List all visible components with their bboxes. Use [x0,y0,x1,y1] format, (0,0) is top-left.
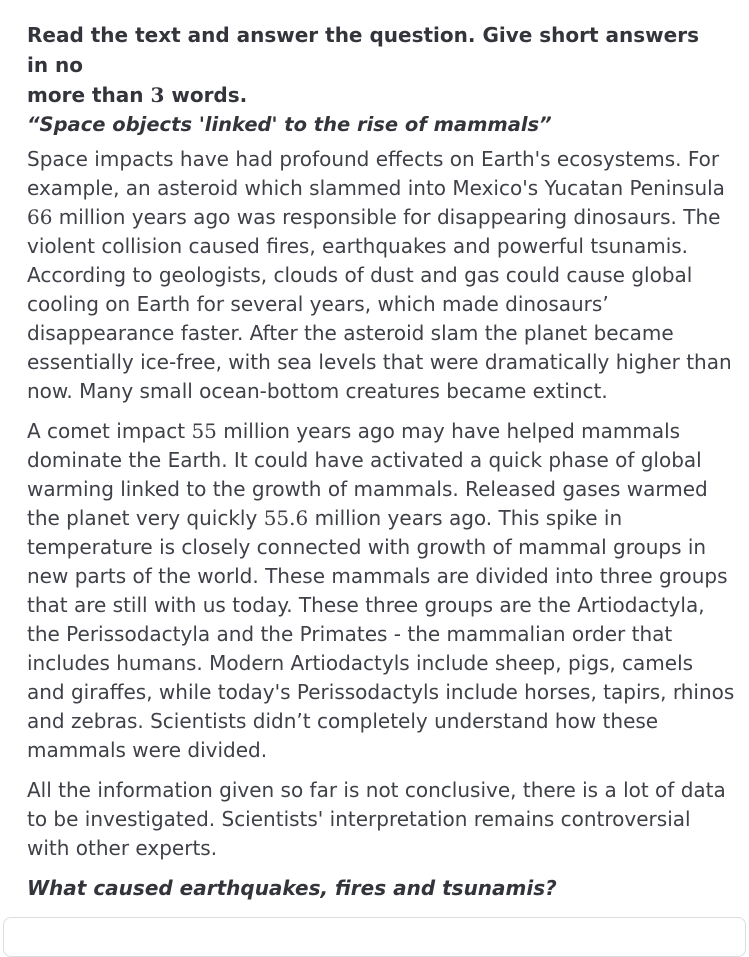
p3-line: to be investigated. Scientists' interpretation remains controversial [27,807,691,831]
p2-line-pre: the planet very quickly [27,506,264,530]
instructions-line-2-post: words. [164,83,248,107]
p2-line [27,504,727,533]
p2-line: warming linked to the growth of mammals. Released gases warmed [27,477,708,501]
p1-line: cooling on Earth for several years, which made dinosaurs’ [27,292,609,316]
p3-line: with other experts. [27,836,218,860]
p2-line-pre: A comet impact [27,419,192,443]
p1-line [27,203,727,232]
p2-line: dominate the Earth. It could have activated a quick phase of global [27,448,702,472]
p2-line: new parts of the world. These mammals are divided into three groups [27,564,728,588]
text-title: “Space objects 'linked' to the rise of mammals” [27,113,552,136]
paragraph-2 [27,417,735,765]
year-number: 55.6 [263,506,309,530]
paragraph-1 [27,145,732,406]
p1-line: essentially ice-free, with sea levels that were dramatically higher than [27,350,732,374]
year-number: 66 [27,205,53,229]
word-limit-number: 3 [150,83,165,107]
reading-task [27,20,735,902]
paragraph-3 [27,776,727,863]
p2-line-post: million years ago. This spike in [308,506,623,530]
p2-line: and zebras. Scientists didn’t completely understand how these [27,709,659,733]
p2-line: temperature is closely connected with growth of mammal groups in [27,535,707,559]
p1-line: example, an asteroid which slammed into Mexico's Yucatan Peninsula [27,176,725,200]
task-instructions [27,20,727,110]
p2-line: that are still with us today. These three groups are the Artiodactyla, [27,593,705,617]
p1-line: violent collision caused fires, earthquakes and powerful tsunamis. [27,234,689,258]
p2-line: includes humans. Modern Artiodactyls include sheep, pigs, camels [27,651,694,675]
p2-line: the Perissodactyla and the Primates - the mammalian order that [27,622,673,646]
question-prompt: What caused earthquakes, fires and tsunamis? [27,876,557,900]
p2-line-post: million years ago may have helped mammals [216,419,681,443]
instructions-line-1: Read the text and answer the question. Give short answers in no [27,23,699,77]
answer-input[interactable] [3,917,746,957]
p2-line [27,417,727,446]
year-number: 55 [191,419,217,443]
p1-line: Space impacts have had profound effects on Earth's ecosystems. For [27,147,720,171]
instructions-line-2-pre: more than [27,83,151,107]
p1-line: According to geologists, clouds of dust and gas could cause global [27,263,693,287]
p1-line-text: million years ago was responsible for disappearing dinosaurs. The [52,205,721,229]
p2-line: mammals were divided. [27,738,268,762]
p3-line: All the information given so far is not conclusive, there is a lot of data [27,778,726,802]
p1-line: disappearance faster. After the asteroid slam the planet became [27,321,674,345]
p1-line: now. Many small ocean-bottom creatures became extinct. [27,379,608,403]
p2-line: and giraffes, while today's Perissodactyls include horses, tapirs, rhinos [27,680,735,704]
